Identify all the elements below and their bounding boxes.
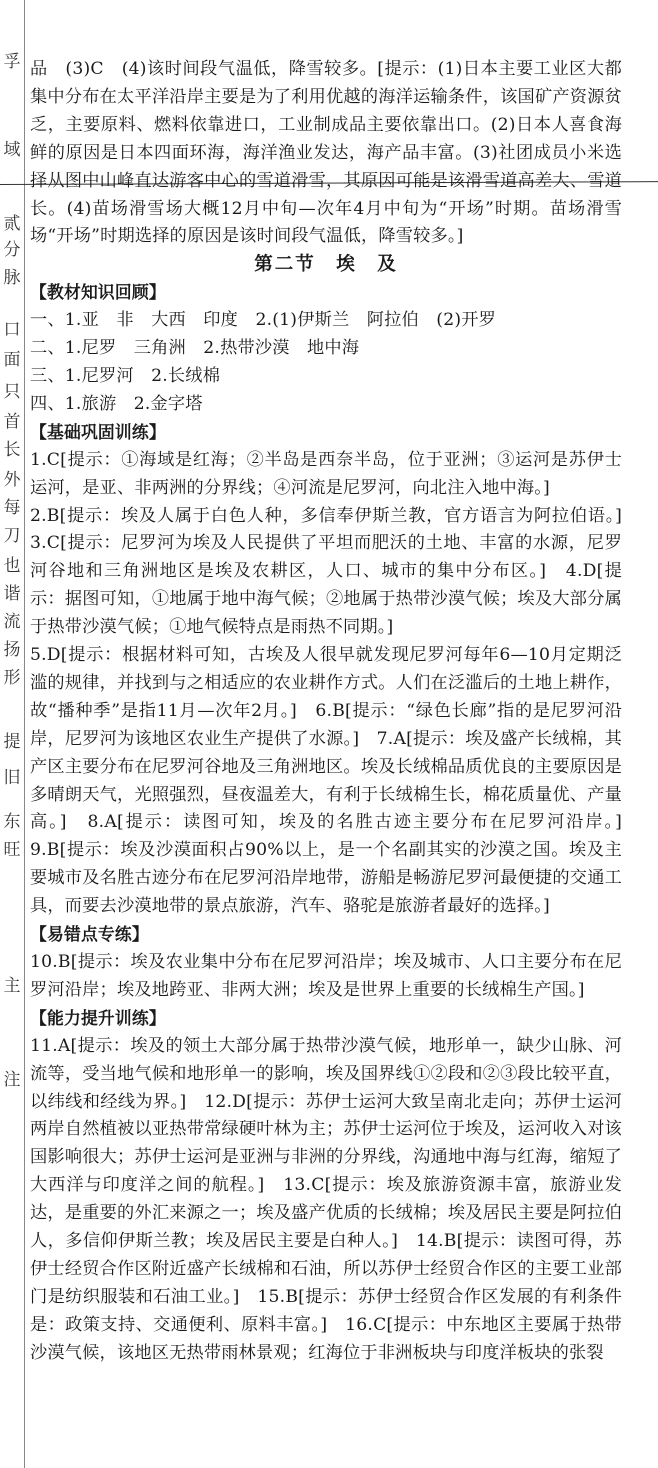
review-heading: 【教材知识回顾】 [30, 282, 166, 303]
section-title: 第二节 埃 及 [254, 254, 398, 276]
margin-fragment: 分 [3, 240, 21, 260]
margin-fragment: 首 [3, 412, 21, 432]
margin-fragment: 也 [3, 556, 21, 576]
margin-fragment: 口 [3, 320, 21, 340]
margin-fragment: 形 [3, 668, 21, 688]
answer-content [30, 56, 640, 1368]
answer-paragraph: 10.B[提示：埃及农业集中分布在尼罗河沿岸；埃及城市、人口主要分布在尼罗河沿岸；埃及地跨亚、非两大洲；埃及是世界上重要的长绒棉生产国。] [30, 952, 622, 1000]
margin-fragment: 旧 [3, 768, 21, 788]
basic-heading: 【基础巩固训练】 [30, 421, 166, 442]
review-line: 二、1.尼罗 三角洲 2.热带沙漠 地中海 [30, 338, 360, 359]
margin-fragment: 主 [3, 976, 21, 996]
margin-fragment: 提 [3, 732, 21, 752]
review-line: 三、1.尼罗河 2.长绒棉 [30, 365, 221, 386]
margin-fragment: 外 [3, 470, 21, 490]
margin-fragment: 每 [3, 498, 21, 518]
margin-fragment: 只 [3, 382, 21, 402]
margin-fragment: 流 [3, 612, 21, 632]
left-margin-strip [0, 0, 25, 1468]
error-prone-heading: 【易错点专练】 [30, 924, 149, 945]
margin-fragment: 扬 [3, 640, 21, 660]
margin-fragment: 域 [3, 140, 21, 160]
margin-fragment: 东 [3, 812, 21, 832]
margin-fragment: 贰 [3, 214, 21, 234]
answer-paragraph: 2.B[提示：埃及人属于白色人种，多信奉伊斯兰教，官方语言为阿拉伯语。] 3.C[提示：尼罗河为埃及人民提供了平坦而肥沃的土地、丰富的水源，尼罗河谷地和三角洲地区是埃及农耕区，人口、城市的集中分布区。] 4.D[提示：据图可知，①地属于地中海气候；②地属于热带沙漠气候；埃及大部分属于热带沙漠气候；①地气候特点是雨热不同期。] [30, 505, 640, 638]
margin-fragment: 注 [3, 1070, 21, 1090]
ability-heading: 【能力提升训练】 [30, 1007, 166, 1028]
margin-fragment: 谐 [3, 584, 21, 604]
answer-paragraph: 1.C[提示：①海域是红海；②半岛是西奈半岛，位于亚洲；③运河是苏伊士运河，是亚、非两洲的分界线；④河流是尼罗河，向北注入地中海。] [30, 449, 622, 498]
margin-fragment: 长 [3, 440, 21, 460]
margin-fragment: 刀 [3, 526, 21, 546]
margin-fragment: 面 [3, 350, 21, 370]
margin-fragment: 孚 [3, 52, 21, 72]
review-line: 一、1.亚 非 大西 印度 2.(1)伊斯兰 阿拉伯 (2)开罗 [30, 310, 497, 331]
margin-fragment: 脉 [3, 268, 21, 288]
answer-paragraph: 5.D[提示：根据材料可知，古埃及人很早就发现尼罗河每年6—10月定期泛滥的规律，并找到与之相适应的农业耕作方式。人们在泛滥后的土地上耕作，故“播种季”是指11月—次年2月。] 6.B[提示：“绿色长廊”指的是尼罗河沿岸，尼罗河为该地区农业生产提供了水源。] 7.A[提示：埃及盛产长绒棉，其产区主要分布在尼罗河谷地及三角洲地区。埃及长绒棉品质优良的主要原因是多晴朗天气，光照强烈，昼夜温差大，有利于长绒棉生长，棉花质量优、产量高。] 8.A[提示：读图可知，埃及的名胜古迹主要分布在尼罗河沿岸。] 9.B[提示：埃及沙漠面积占90%以上，是一个名副其实的沙漠之国。埃及主要城市及名胜古迹分布在尼罗河沿岸地带，游船是畅游尼罗河最便捷的交通工具，而要去沙漠地带的景点旅游，汽车、骆驼是旅游者最好的选择。] [30, 645, 640, 917]
carryover-paragraph: 品 (3)C (4)该时间段气温低，降雪较多。[提示：(1)日本主要工业区大都集中分布在太平洋沿岸主要是为了利用优越的海洋运输条件，该国矿产资源贫乏，主要原料、燃料依靠进口，工业制成品主要依靠出口。(2)日本人喜食海鲜的原因是日本四面环海，海洋渔业发达，海产品丰富。(3)社团成员小米选择从图中山峰直达游客中心的雪道滑雪，其原因可能是该滑雪道高差大、雪道长。(4)苗场滑雪场大概12月中旬—次年4月中旬为“开场”时期。苗场滑雪场“开场”时期选择的原因是该时间段气温低，降雪较多。] [30, 59, 622, 247]
review-line: 四、1.旅游 2.金字塔 [30, 393, 203, 414]
margin-fragment: 旺 [3, 840, 21, 860]
answer-paragraph: 11.A[提示：埃及的领土大部分属于热带沙漠气候，地形单一，缺少山脉、河流等，受当地气候和地形单一的影响，埃及国界线①②段和②③段比较平直，以纬线和经线为界。] 12.D[提示：苏伊士运河大致呈南北走向；苏伊士运河两岸自然植被以亚热带常绿硬叶林为主；苏伊士运河位于埃及，运河收入对该国影响很大；苏伊士运河是亚洲与非洲的分界线，沟通地中海与红海，缩短了大西洋与印度洋之间的航程。] 13.C[提示：埃及旅游资源丰富，旅游业发达，是重要的外汇来源之一；埃及盛产优质的长绒棉；埃及居民主要是阿拉伯人，多信仰伊斯兰教；埃及居民主要是白种人。] 14.B[提示：读图可得，苏伊士经贸合作区附近盛产长绒棉和石油，所以苏伊士经贸合作区的主要工业部门是纺织服装和石油工业。] 15.B[提示：苏伊士经贸合作区发展的有利条件是：政策支持、交通便利、原料丰富。] 16.C[提示：中东地区主要属于热带沙漠气候，该地区无热带雨林景观；红海位于非洲板块与印度洋板块的张裂 [30, 1035, 622, 1363]
